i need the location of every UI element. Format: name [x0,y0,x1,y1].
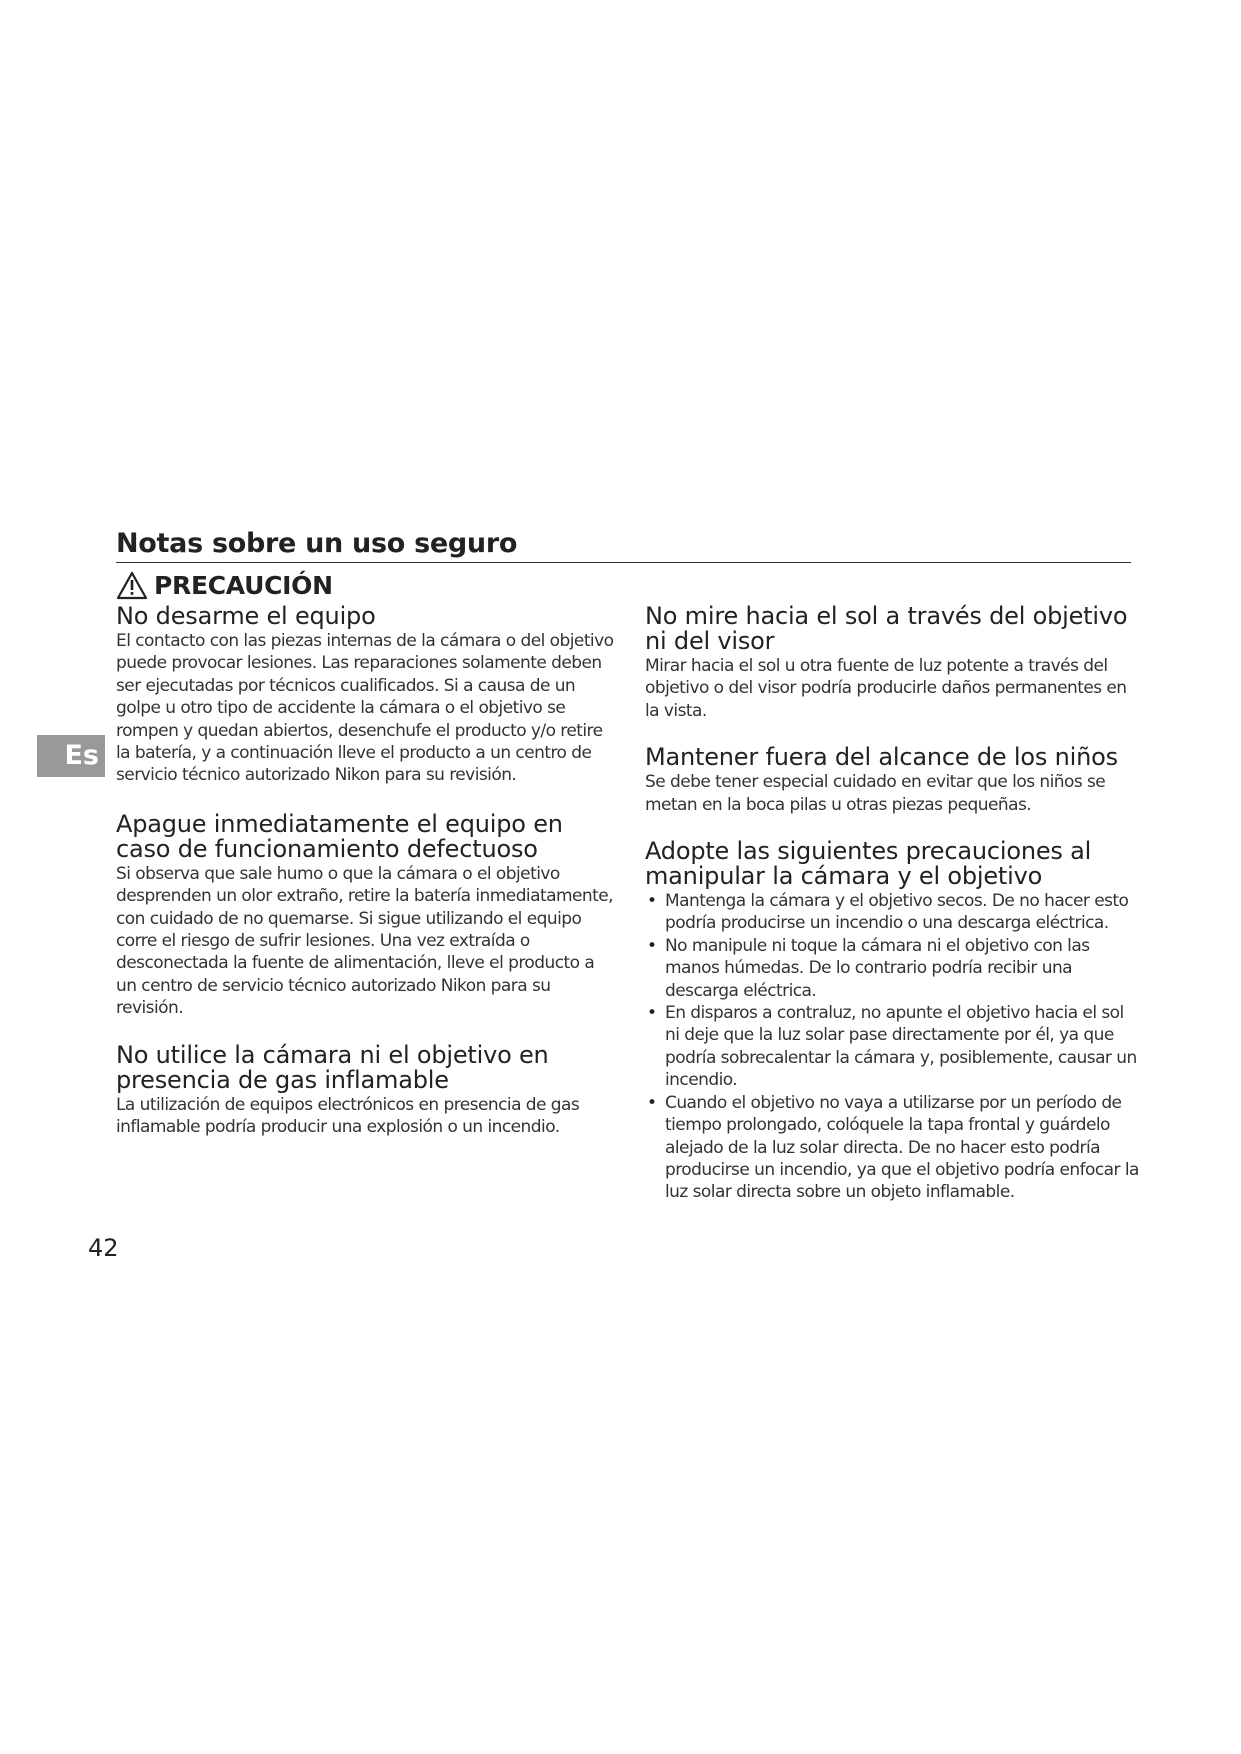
language-tab: Es [37,735,105,777]
section-body: Mirar hacia el sol u otra fuente de luz potente a través del objetivo o del visor podría producirle daños permanentes en la vista. [645,656,1127,721]
section-apague [116,809,616,1020]
title-divider [116,562,1131,563]
left-column [116,604,616,1139]
warning-triangle-icon [116,571,148,600]
section-heading: No mire hacia el sol a través del objetivo ni del visor [645,602,1128,655]
precautions-list [645,890,1140,1204]
section-precauciones [645,839,1140,1204]
section-gas-inflamable [116,1040,616,1139]
section-heading: No utilice la cámara ni el objetivo en presencia de gas inflamable [116,1040,549,1094]
section-heading: Apague inmediatamente el equipo en caso de funcionamiento defectuoso [116,809,563,863]
section-no-mire-sol [645,604,1140,722]
caution-heading [116,571,333,600]
section-body: El contacto con las piezas internas de la cámara o del objetivo puede provocar lesiones. Las reparaciones solamente deben ser ejecutadas por técnicos cualificados. Si a causa de un golpe u otro tipo de accidente la cámara o el objetivo se rompen y quedan abiertos, desenchufe el producto y/o retire la batería, y a continuación lleve el producto a un centro de servicio técnico autorizado Nikon para su revisión. [116,631,614,786]
section-heading: Adopte las siguientes precauciones al manipular la cámara y el objetivo [645,837,1092,891]
caution-label: PRECAUCIÓN [154,571,333,600]
section-heading: Mantener fuera del alcance de los niños [645,743,1118,772]
right-column [645,604,1140,1204]
section-ninos [645,745,1140,816]
page-number: 42 [88,1234,119,1262]
section-heading: No desarme el equipo [116,602,376,630]
section-body: Se debe tener especial cuidado en evitar que los niños se metan en la boca pilas u otras piezas pequeñas. [645,772,1106,815]
list-item: • No manipule ni toque la cámara ni el objetivo con las manos húmedas. De lo contrario podría recibir una descarga eléctrica. [645,935,1140,1002]
page-title: Notas sobre un uso seguro [116,528,518,559]
section-body: La utilización de equipos electrónicos en presencia de gas inflamable podría producir una explosión o un incendio. [116,1094,580,1138]
section-body: Si observa que sale humo o que la cámara o el objetivo desprenden un olor extraño, retire la batería inmediatamente, con cuidado de no quemarse. Si sigue utilizando el equipo corre el riesgo de sufrir lesiones. Una vez extraída o desconectada la fuente de alimentación, lleve el producto a un centro de servicio técnico autorizado Nikon para su revisión. [116,863,613,1019]
list-item: • Cuando el objetivo no vaya a utilizarse por un período de tiempo prolongado, colóquele la tapa frontal y guárdelo alejado de la luz solar directa. De no hacer esto podría producirse un incendio, ya que el objetivo podría enfocar la luz solar directa sobre un objeto inflamable. [645,1092,1140,1204]
list-item: • Mantenga la cámara y el objetivo secos. De no hacer esto podría producirse un incendio o una descarga eléctrica. [645,890,1140,935]
section-no-desarme [116,604,616,787]
list-item: • En disparos a contraluz, no apunte el objetivo hacia el sol ni deje que la luz solar pase directamente por él, ya que podría sobrecalentar la cámara y, posiblemente, causar un incendio. [645,1002,1140,1092]
